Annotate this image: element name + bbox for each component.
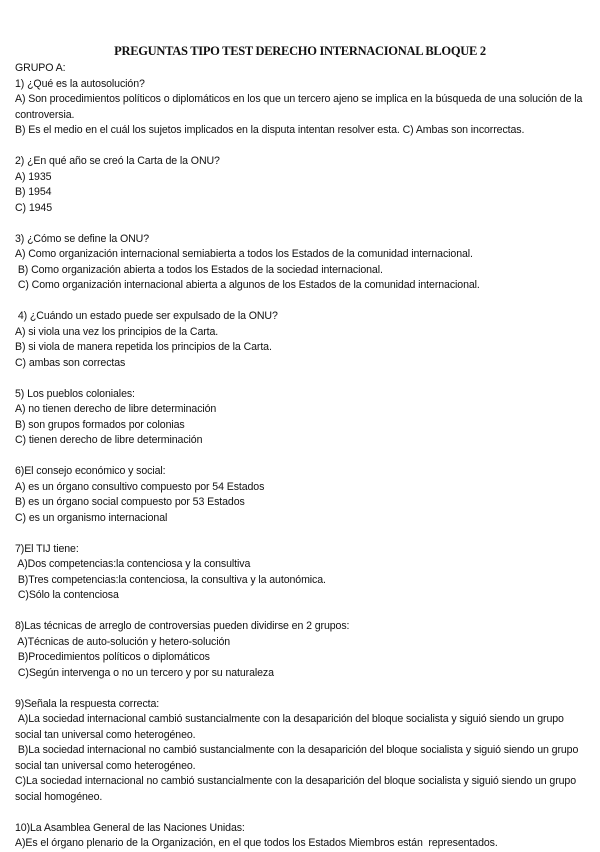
document-content [15,61,593,852]
question-8-option-a: A)Técnicas de auto-solución y hetero-solución [15,635,231,648]
question-3-option-a: A) Como organización internacional semiabierta a todos los Estados de la comunidad internacional. [15,248,473,260]
spacer [15,805,593,821]
spacer [15,526,593,542]
spacer [15,294,593,310]
group-label: GRUPO A: [15,62,66,74]
question-5: 5) Los pueblos coloniales: [15,387,135,400]
question-6-option-b: B) es un órgano social compuesto por 53 Estados [15,496,245,508]
question-6-option-c: C) es un organismo internacional [15,511,168,524]
question-2-option-b: B) 1954 [15,186,52,198]
question-4-option-b: B) si viola de manera repetida los principios de la Carta. [15,341,272,353]
spacer [15,681,593,697]
question-2-option-c: C) 1945 [15,201,52,214]
question-7-option-c: C)Sólo la contenciosa [15,589,119,601]
question-7-option-b: B)Tres competencias:la contenciosa, la consultiva y la autonómica. [15,573,326,586]
question-8-option-b: B)Procedimientos políticos o diplomáticos [15,651,210,663]
question-7: 7)El TIJ tiene: [15,542,79,555]
question-8-option-c: C)Según intervenga o no un tercero y por su naturaleza [15,666,274,679]
document-title: PREGUNTAS TIPO TEST DERECHO INTERNACIONAL BLOQUE 2 [114,44,486,58]
question-5-option-c: C) tienen derecho de libre determinación [15,434,203,446]
question-9-option-a: A)La sociedad internacional cambió sustancialmente con la desaparición del bloque socialista y siguió siendo un grupo social tan universal como heterogéneo. [15,713,567,741]
spacer [15,449,593,465]
spacer [15,216,593,232]
question-6-option-a: A) es un órgano consultivo compuesto por 54 Estados [15,480,265,493]
question-2-option-a: A) 1935 [15,170,52,183]
question-5-option-a: A) no tienen derecho de libre determinación [15,403,217,415]
question-1-option-b: B) Es el medio en el cuál los sujetos implicados en la disputa intentan resolver esta. C) Ambas son incorrectas. [15,124,525,136]
question-9-option-b: B)La sociedad internacional no cambió sustancialmente con la desaparición del bloque socialista y siguió siendo un grupo social tan universal como heterogéneo. [15,744,582,772]
question-6: 6)El consejo económico y social: [15,465,166,477]
question-4: 4) ¿Cuándo un estado puede ser expulsado de la ONU? [15,310,278,322]
question-3-option-c: C) Como organización internacional abierta a algunos de los Estados de la comunidad internacional. [15,279,480,291]
question-7-option-a: A)Dos competencias:la contenciosa y la consultiva [15,558,251,570]
question-8: 8)Las técnicas de arreglo de controversias pueden dividirse en 2 grupos: [15,620,350,632]
question-3: 3) ¿Cómo se define la ONU? [15,232,149,245]
spacer [15,604,593,620]
question-10-option-a: A)Es el órgano plenario de la Organización, en el que todos los Estados Miembros están representados. [15,837,498,849]
question-2: 2) ¿En qué año se creó la Carta de la ONU? [15,155,220,167]
spacer [15,371,593,387]
question-10: 10)La Asamblea General de las Naciones Unidas: [15,821,245,834]
question-5-option-b: B) son grupos formados por colonias [15,418,185,431]
question-9: 9)Señala la respuesta correcta: [15,697,160,710]
question-9-option-c: C)La sociedad internacional no cambió sustancialmente con la desaparición del bloque socialista y siguió siendo un grupo social homogéneo. [15,775,577,803]
question-4-option-a: A) si viola una vez los principios de la Carta. [15,325,219,338]
question-4-option-c: C) ambas son correctas [15,356,126,369]
question-3-option-b: B) Como organización abierta a todos los Estados de la sociedad internacional. [15,263,383,276]
question-1-option-a: A) Son procedimientos políticos o diplomáticos en los que un tercero ajeno se implica en la búsqueda de una solución de la controversia. [15,93,583,121]
question-1: 1) ¿Qué es la autosolución? [15,77,145,90]
spacer [15,139,593,155]
